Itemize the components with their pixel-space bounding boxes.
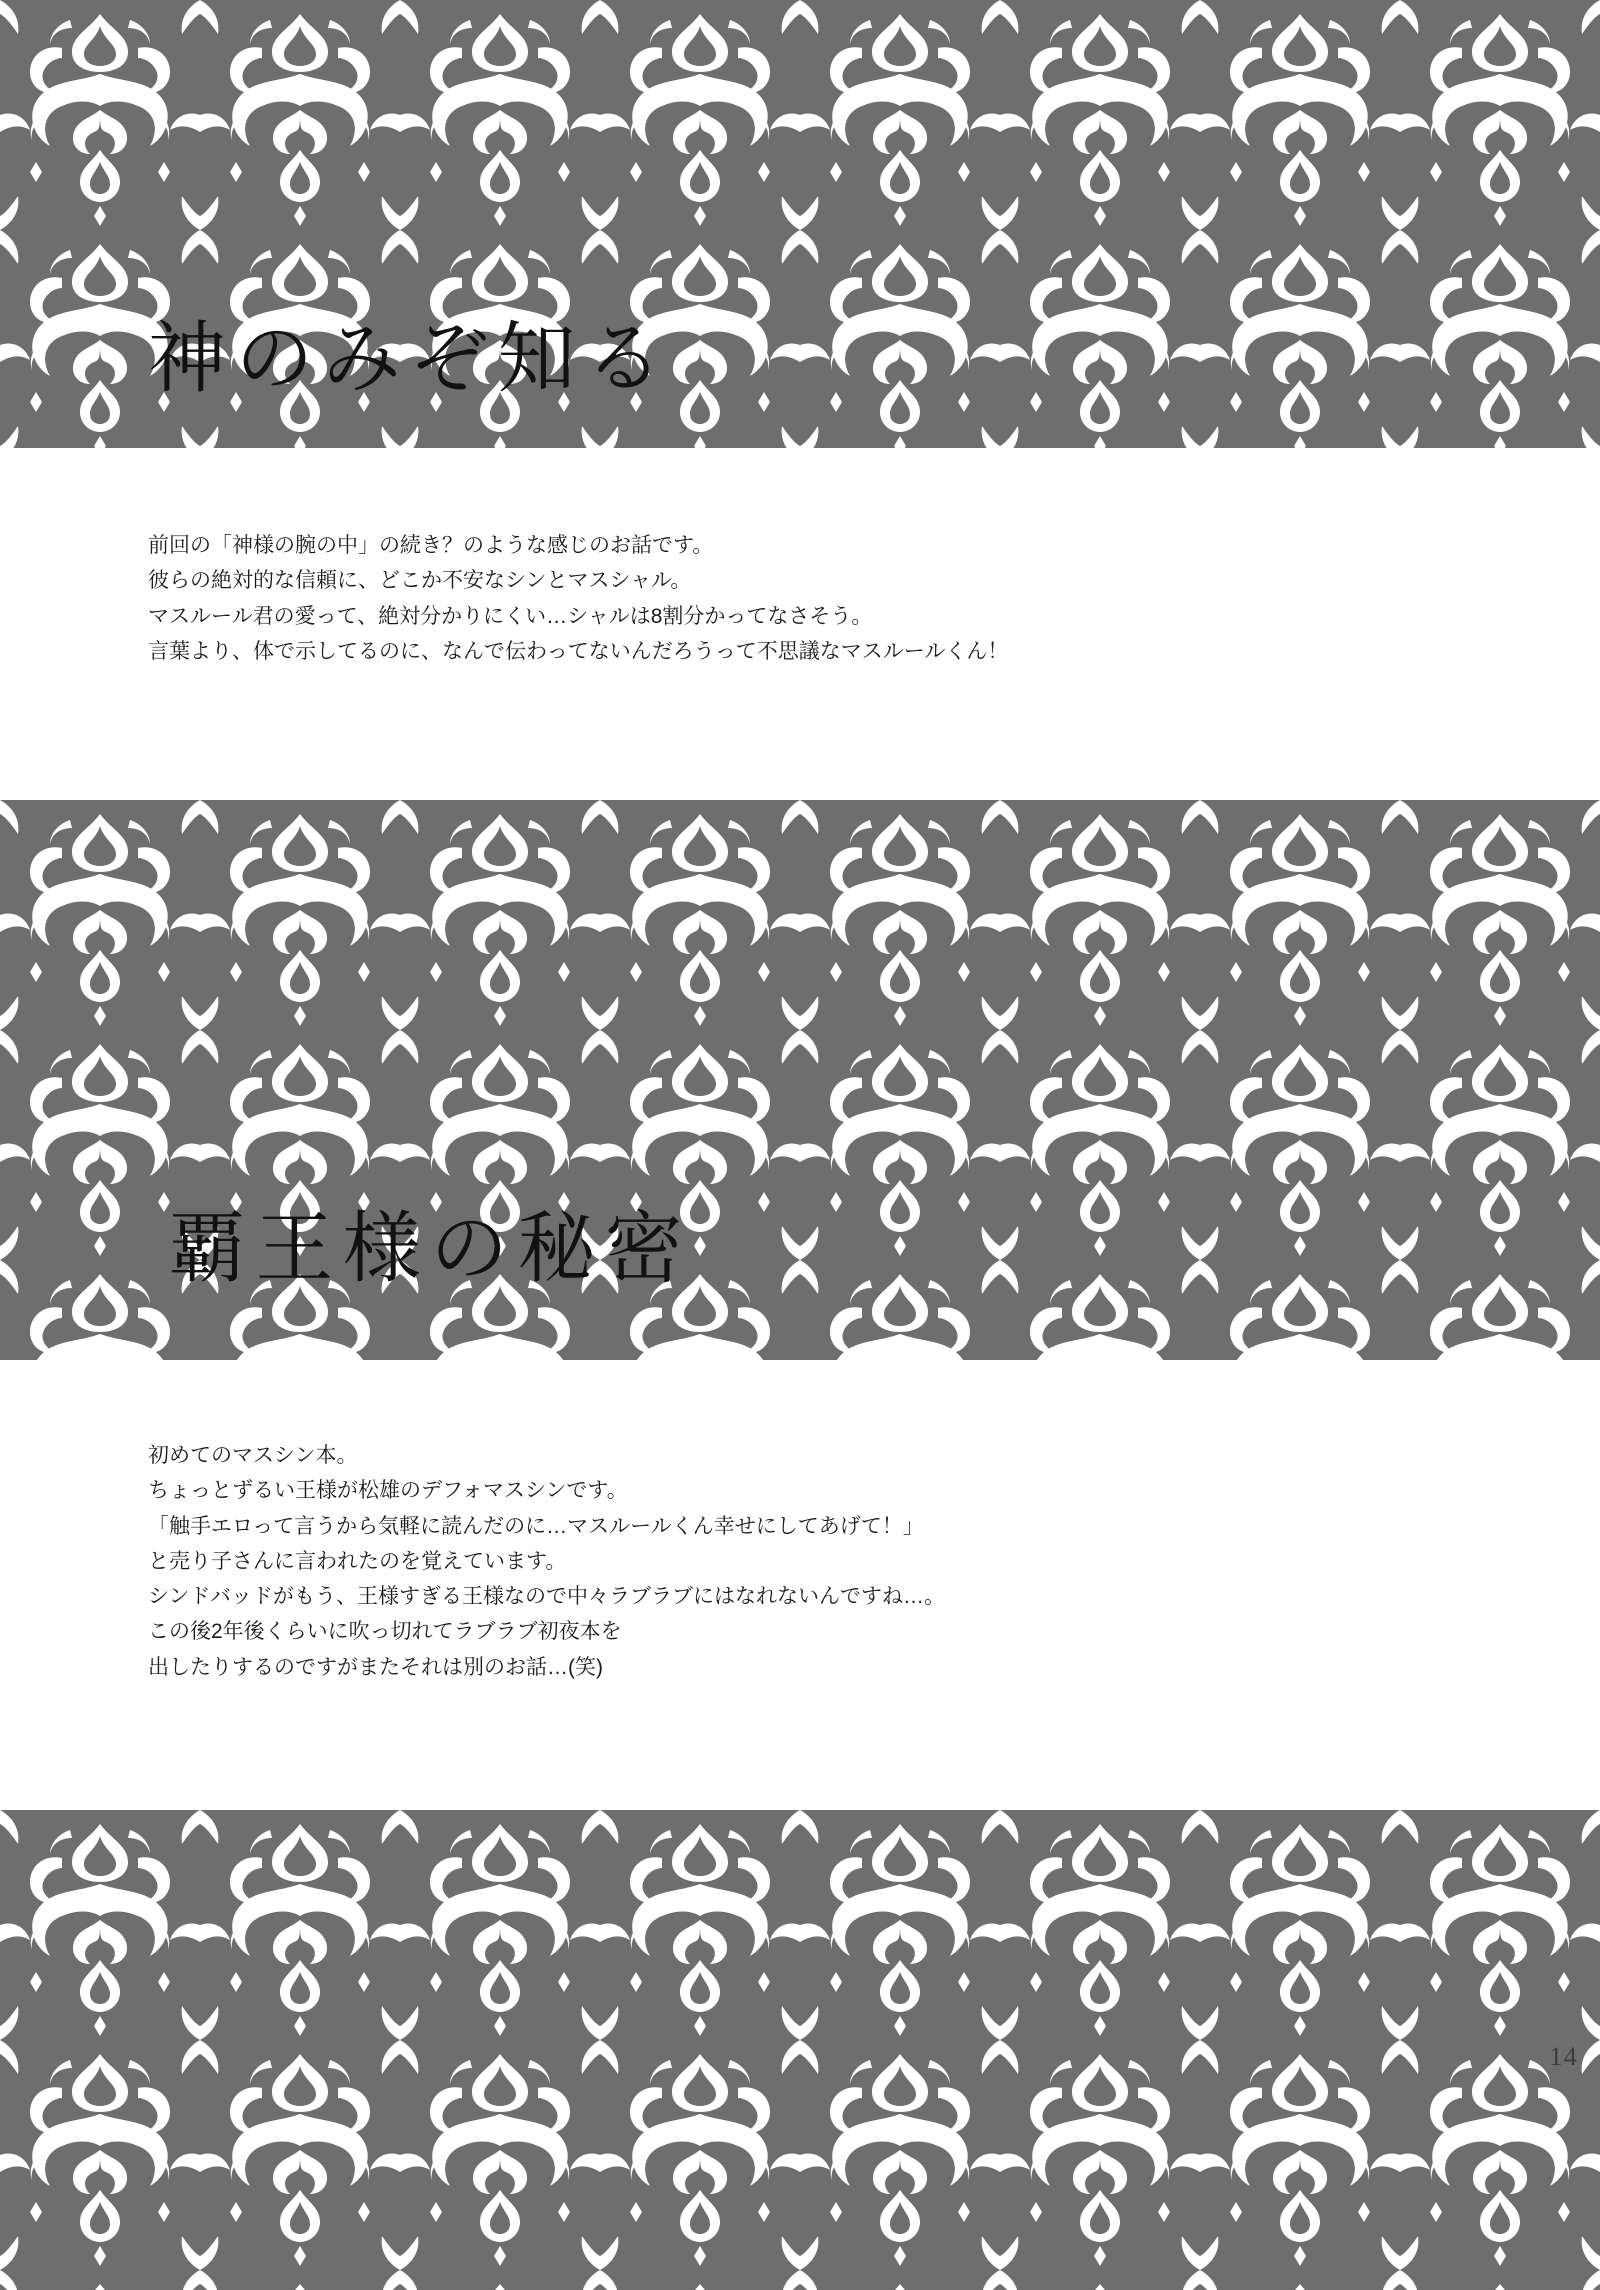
note-line: 言葉より、体で示してるのに、なんで伝わってないんだろうって不思議なマスルールくん！	[148, 639, 1009, 663]
section-title-kami: 神のみぞ知る	[148, 315, 673, 402]
note-line: マスルール君の愛って、絶対分かりにくい…シャルは8割分かってなさそう。	[148, 604, 873, 628]
ornamental-band-top	[0, 0, 1600, 448]
note-line: 「触手エロって言うから気軽に読んだのに…マスルールくん幸せにしてあげて！」	[148, 1514, 924, 1538]
note-line: 前回の「神様の腕の中」の続き？のような感じのお話です。	[148, 534, 714, 557]
note-line: 彼らの絶対的な信頼に、どこか不安なシンとマスシャル。	[148, 569, 692, 593]
section-title-haou: 覇王様の秘密	[168, 1205, 693, 1292]
note-line: ちょっとずるい王様が松雄のデフォマスシンです。	[148, 1479, 628, 1503]
note-line: シンドバッドがもう、王様すぎる王様なので中々ラブラブにはなれないんですね…。	[148, 1585, 946, 1609]
damask-pattern-bottom	[0, 1810, 1600, 2290]
note-line: 初めてのマスシン本。	[148, 1444, 358, 1467]
note-block-first	[148, 528, 1008, 669]
page-number: 14	[1549, 2042, 1578, 2071]
note-line: この後2年後くらいに吹っ切れてラブラブ初夜本を	[148, 1620, 622, 1644]
note-line: 出したりするのですがまたそれは別のお話…(笑)	[148, 1655, 603, 1679]
note-block-second	[148, 1438, 945, 1685]
ornamental-band-bottom	[0, 1810, 1600, 2290]
note-line: と売り子さんに言われたのを覚えています。	[148, 1549, 567, 1573]
